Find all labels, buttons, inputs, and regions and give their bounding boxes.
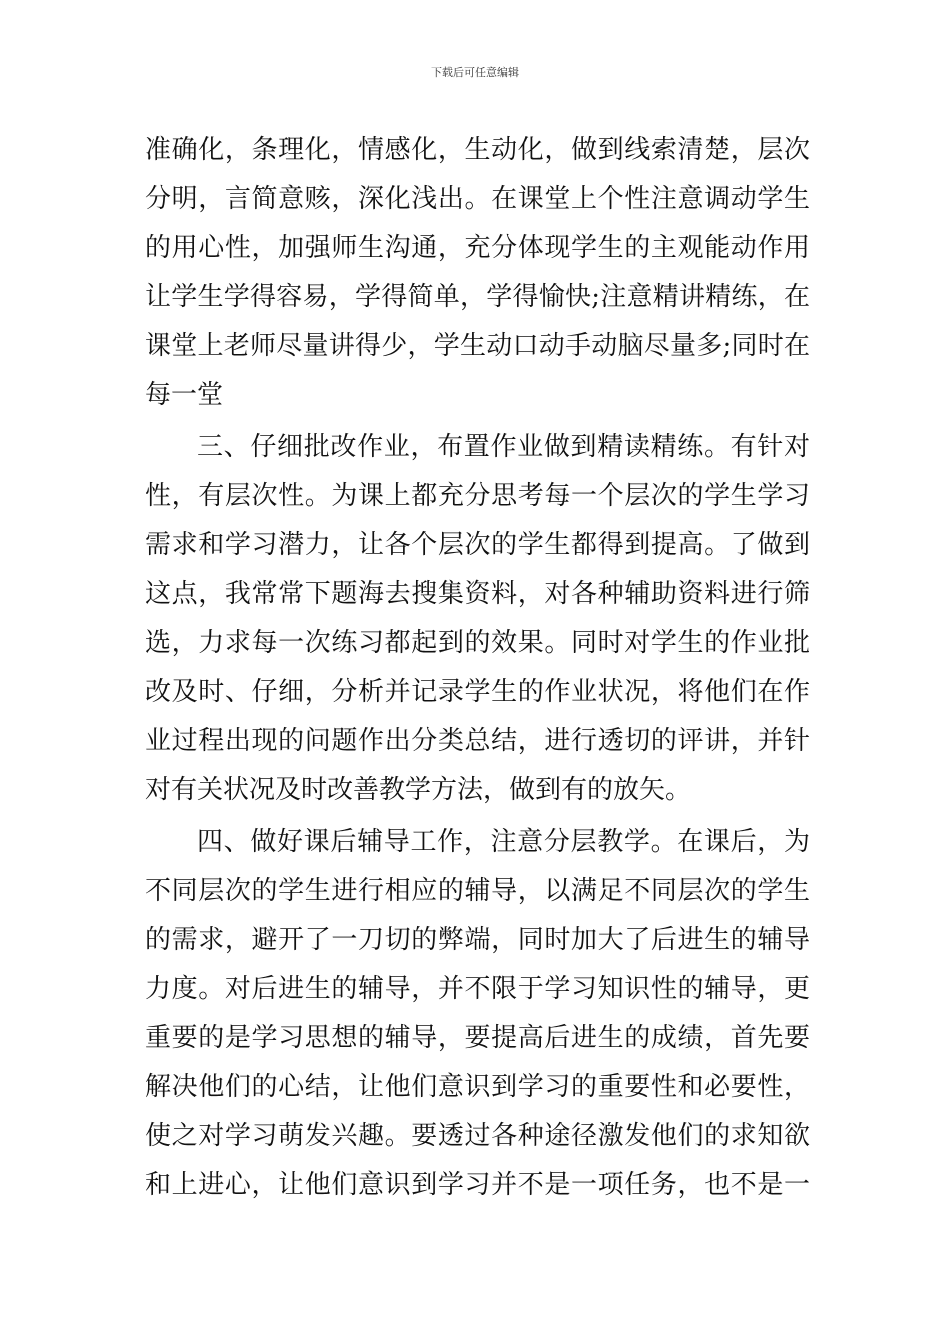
page-header: 下载后可任意编辑 [431, 66, 519, 79]
text-line: 需求和学习潜力，让各个层次的学生都得到提高。了做到 [145, 530, 810, 560]
text-line: 让学生学得容易，学得简单，学得愉快;注意精讲精练，在 [145, 282, 810, 312]
text-line: 每一堂 [145, 380, 224, 410]
text-line: 不同层次的学生进行相应的辅导，以满足不同层次的学生 [145, 876, 810, 906]
text-line: 的需求，避开了一刀切的弊端，同时加大了后进生的辅导 [145, 925, 810, 955]
text-line: 改及时、仔细，分析并记录学生的作业状况，将他们在作 [145, 677, 810, 707]
text-line: 准确化，条理化，情感化，生动化，做到线索清楚，层次 [145, 135, 810, 165]
paragraph-3 [145, 818, 810, 1210]
text-line: 和上进心，让他们意识到学习并不是一项任务，也不是一 [145, 1170, 810, 1200]
text-line: 性，有层次性。为课上都充分思考每一个层次的学生学习 [145, 481, 810, 511]
text-line: 三、仔细批改作业，布置作业做到精读精练。有针对 [197, 432, 810, 462]
text-line: 的用心性，加强师生沟通，充分体现学生的主观能动作用 [145, 233, 810, 263]
text-line: 力度。对后进生的辅导，并不限于学习知识性的辅导，更 [145, 974, 810, 1004]
text-line: 分明，言简意赅，深化浅出。在课堂上个性注意调动学生 [145, 184, 810, 214]
text-line: 业过程出现的问题作出分类总结，进行透切的评讲，并针 [145, 726, 810, 756]
paragraph-2 [145, 423, 810, 815]
text-line: 对有关状况及时改善教学方法，做到有的放矢。 [145, 775, 692, 805]
text-line: 使之对学习萌发兴趣。要透过各种途径激发他们的求知欲 [145, 1121, 810, 1151]
text-line: 解决他们的心结，让他们意识到学习的重要性和必要性， [145, 1072, 810, 1102]
document-body [145, 126, 810, 1210]
text-line: 四、做好课后辅导工作，注意分层教学。在课后，为 [197, 827, 810, 857]
text-line: 这点，我常常下题海去搜集资料，对各种辅助资料进行筛 [145, 579, 810, 609]
text-line: 课堂上老师尽量讲得少，学生动口动手动脑尽量多;同时在 [145, 331, 810, 361]
text-line: 选，力求每一次练习都起到的效果。同时对学生的作业批 [145, 628, 810, 658]
text-line: 重要的是学习思想的辅导，要提高后进生的成绩，首先要 [145, 1023, 810, 1053]
paragraph-1 [145, 126, 810, 420]
